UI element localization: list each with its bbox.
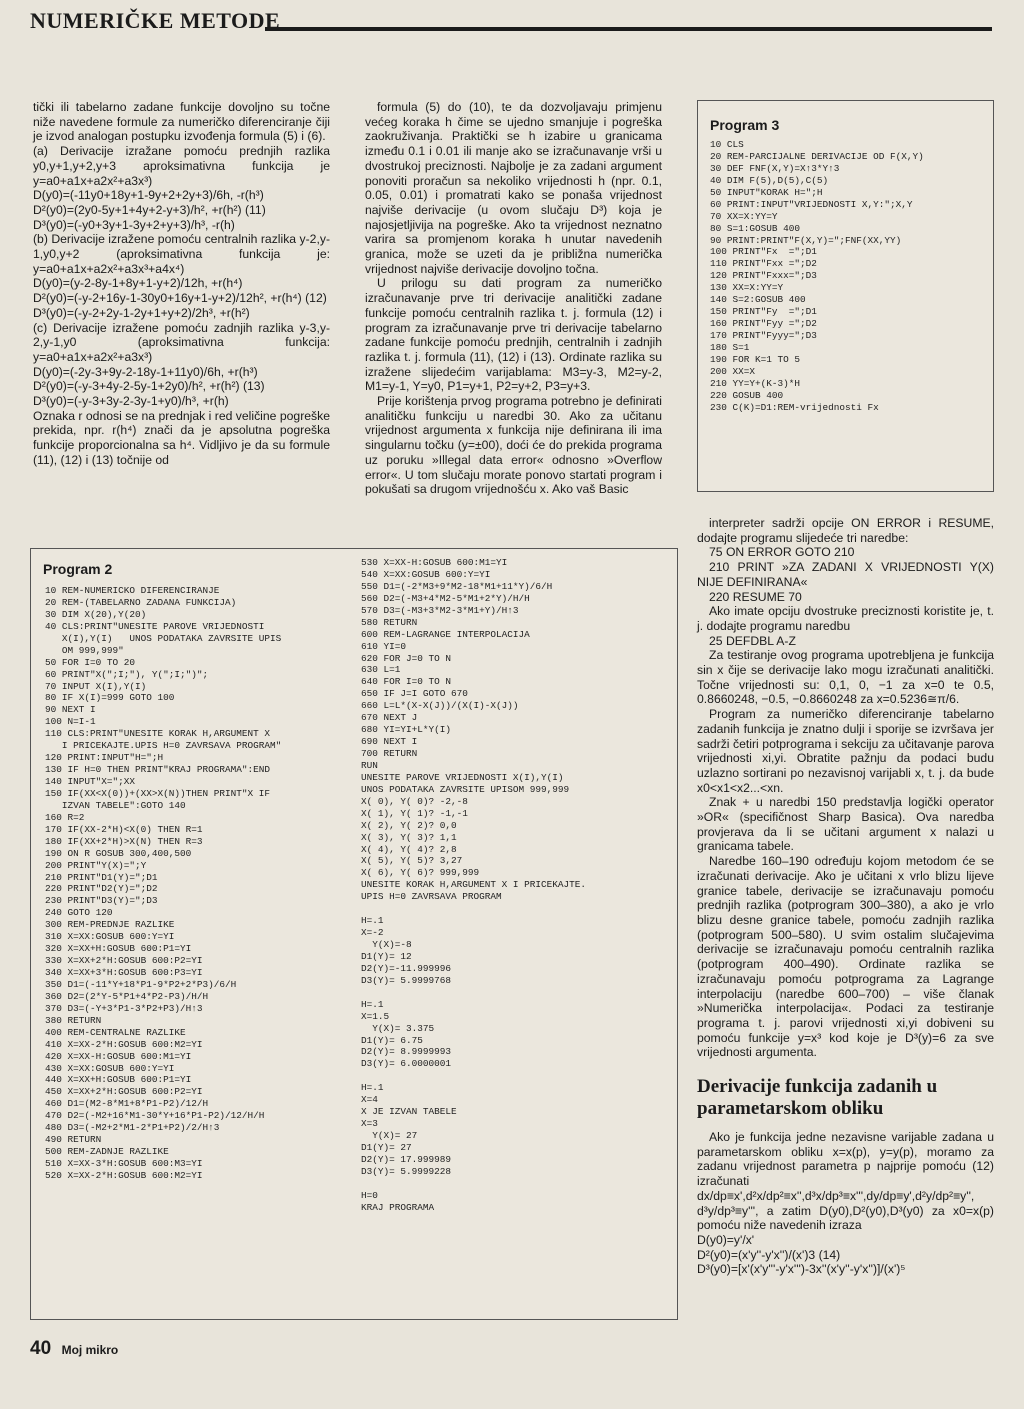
code-line: 350 D1=(-11*Y+18*P1-9*P2+2*P3)/6/H: [45, 978, 237, 990]
code-line: 220 PRINT"D2(Y)=";D2: [45, 883, 158, 895]
code-line: UNESITE PAROVE VRIJEDNOSTI X(I),Y(I): [361, 771, 564, 783]
code-line: 190 ON R GOSUB 300,400,500: [45, 847, 192, 859]
code-line: 510 X=XX-3*H:GOSUB 600:M3=YI: [45, 1158, 203, 1169]
paragraph: 210 PRINT »ZA ZADANI X VRIJEDNOSTI Y(X) NIJE DEFINIRANA«: [697, 560, 994, 589]
code-line: 550 D1=(-2*M3+9*M2-18*M1+11*Y)/6/H: [361, 580, 553, 592]
code-line: OM 999,999": [45, 644, 124, 656]
code-line: 380 RETURN: [45, 1014, 102, 1026]
code-line: 120 PRINT:INPUT"H=";H: [45, 752, 164, 764]
code-line: [361, 1070, 671, 1082]
paragraph: 25 DEFDBL A-Z: [709, 633, 796, 648]
code-line: Y(X)= 27: [361, 1130, 418, 1141]
paragraph: (b) Derivacije izražene pomoću centralnih razlika y-2,y-1,y0,y+2 (aproksimativna funkcija je: y=a0+a1x+a2x²+a3x³+a4x⁴): [33, 232, 330, 276]
paragraph: formula (5) do (10), te da dozvoljavaju primjenu većeg koraka h čime se ujedno smanjuje i pogreška zaokruživanja. Praktički se h izabire u granicama između 0.1 i 0.01 ili manje ako se izračunavanje vrši u dvostrukoj preciznosti. Najbolje je za zadani argument ponoviti proračun sa nekoliko vrijednosti h (npr. 0.1, 0.05, 0.01) i promatrati kako se ponaša vrijednost najviše derivacije (u ovom slučaju D³) koja je najosjetljivija na pogreške. Ako ta vrijednost neznatno varira sa promjenom koraka h unutar navedenih granica, može se uzeti da je približna numerička vrijednost najviše derivacije dovoljno točna.: [365, 100, 662, 276]
code-line: X JE IZVAN TABELE: [361, 1106, 457, 1118]
program-2-listing-right: [361, 557, 671, 1214]
code-line: 60 PRINT"X(";I;"), Y(";I;")";: [45, 668, 209, 680]
paragraph: D³(y0)=(-y-3+3y-2-3y-1+y0)/h³, +r(h): [33, 394, 229, 409]
paragraph: Ako imate opciju dvostruke preciznosti koristite je, t. j. dodajte programu naredbu: [697, 604, 994, 633]
code-line: 230 PRINT"D3(Y)=";D3: [45, 895, 158, 907]
paragraph: D(y0)=(-11y0+18y+1-9y+2+2y+3)/6h, -r(h³): [33, 188, 264, 203]
code-line: 600 REM-LAGRANGE INTERPOLACIJA: [361, 628, 530, 640]
code-line: 150 IF(XX<X(0))+(XX>X(N))THEN PRINT"X IF: [45, 787, 271, 799]
column-1-text: [33, 100, 330, 468]
program-2-listing-left: [45, 585, 345, 1182]
code-line: D3(Y)= 6.0000001: [361, 1058, 452, 1070]
code-line: 50 INPUT"KORAK H=";H: [710, 186, 823, 198]
code-line: 490 RETURN: [45, 1134, 102, 1146]
code-line: 170 IF(XX-2*H)<X(0) THEN R=1: [45, 823, 203, 835]
magazine-name: Moj mikro: [61, 1343, 119, 1357]
code-line: D1(Y)= 6.75: [361, 1034, 423, 1046]
code-line: 210 PRINT"D1(Y)=";D1: [45, 871, 158, 883]
code-line: 310 X=XX:GOSUB 600:Y=YI: [45, 931, 175, 943]
code-line: 90 NEXT I: [45, 704, 96, 716]
paragraph: tički ili tabelarno zadane funkcije dovoljno su točne niže navedene formule za numeričko diferenciranje čiji je izvod analogan postupku izvođenja formula (5) i (6).: [33, 100, 330, 144]
code-line: 190 FOR K=1 TO 5: [710, 353, 801, 365]
paragraph: D³(y0)=(-y0+3y+1-3y+2+y+3)/h³, -r(h): [33, 217, 235, 232]
paragraph: Za testiranje ovog programa upotrebljena je funkcija sin x čije se derivacije lako mogu izračunati analitički. Točne vrijednosti su: 0,1, 0, −1 za x=0 te 0.5, 0.8660248, −0.5, −0.8660248 za x=0.5236≅π/6.: [697, 648, 994, 707]
column-3-text: [697, 516, 994, 1277]
code-line: X( 6), Y( 6)? 999,999: [361, 867, 480, 879]
code-line: 580 RETURN: [361, 616, 418, 628]
code-line: 120 PRINT"Fxxx=";D3: [710, 270, 817, 282]
code-line: X( 1), Y( 1)? -1,-1: [361, 807, 468, 819]
page-number: 40: [30, 1338, 52, 1359]
code-line: 630 L=1: [361, 664, 401, 676]
paragraph: U prilogu su dati program za numeričko izračunavanje prve tri derivacije analitički zadane funkcije pomoću centralnih razlika t. j. formula (12) i program za izračunavanje prve tri derivacije tabelarno zadane funkcije pomoću prednjih, centralnih i zadnjih razlika t. j. formula (11), (12) i (13). Ordinate razlika su izražene slijedećim varijablama: M3=y-3, M2=y-2, M1=y-1, Y=y0, P1=y+1, P2=y+2, P3=y+3.: [365, 276, 662, 394]
paragraph: D²(y0)=(-y-3+4y-2-5y-1+2y0)/h², +r(h²) (13): [33, 379, 265, 394]
paragraph: D²(y0)=(-y-2+16y-1-30y0+16y+1-y+2)/12h², +r(h⁴) (12): [33, 291, 327, 306]
code-line: X=3: [361, 1118, 378, 1130]
code-line: 690 NEXT I: [361, 736, 418, 748]
code-line: 100 N=I-1: [45, 716, 96, 728]
code-line: 460 D1=(M2-8*M1+8*P1-P2)/12/H: [45, 1098, 209, 1110]
code-line: 430 X=XX:GOSUB 600:Y=YI: [45, 1062, 175, 1074]
code-line: 330 X=XX+2*H:GOSUB 600:P2=YI: [45, 955, 203, 967]
code-line: 90 PRINT:PRINT"F(X,Y)=";FNF(XX,YY): [710, 234, 902, 246]
code-line: 40 CLS:PRINT"UNESITE PAROVE VRIJEDNOSTI: [45, 620, 265, 632]
code-line: 360 D2=(2*Y-5*P1+4*P2-P3)/H/H: [45, 990, 209, 1002]
code-line: 80 S=1:GOSUB 400: [710, 222, 801, 234]
code-line: UPIS H=0 ZAVRSAVA PROGRAM: [361, 891, 502, 903]
paragraph: Naredbe 160–190 određuju kojom metodom će se izračunati derivacije. Ako je učitani x vrlo blizu lijeve granice tabele, derivacije se izračunavaju pomoću prednjih razlika (potprogram 300–380), a ako je vrlo blizu desne granice tabele, pomoću zadnjih razlika (potprogram 500–580). U svim ostalim slučajevima derivacije se izračunavaju pomoću centralnih razlika (potprogram 400–490). Ordinate razlika se izračunavaju pomoću potprograma za Lagrange interpolaciju (naredbe 600–700) – više članak »Numerička interpolacija«. Podaci za testiranje programa t. j. parovi vrijednosti xi,yi dobiveni su pomoću funkcije y=x³ kod koje je D³(y)=6 za sve vrijednosti argumenta.: [697, 854, 994, 1060]
code-line: 180 IF(XX+2*H)>X(N) THEN R=3: [45, 835, 203, 847]
column-2-text: [365, 100, 662, 497]
code-line: 70 XX=X:YY=Y: [710, 210, 778, 222]
code-line: 320 X=XX+H:GOSUB 600:P1=YI: [45, 943, 192, 955]
code-line: 200 XX=X: [710, 365, 756, 377]
code-line: 300 REM-PREDNJE RAZLIKE: [45, 919, 175, 931]
code-line: 140 INPUT"X=";XX: [45, 776, 136, 787]
code-line: H=.1: [361, 1082, 384, 1094]
code-line: 450 X=XX+2*H:GOSUB 600:P2=YI: [45, 1086, 203, 1098]
program-3-listing: [710, 139, 993, 414]
page-footer: [30, 1338, 118, 1360]
code-line: 680 YI=YI+L*Y(I): [361, 724, 452, 736]
code-line: X( 3), Y( 3)? 1,1: [361, 831, 457, 843]
code-line: 640 FOR I=0 TO N: [361, 676, 452, 688]
paragraph: Oznaka r odnosi se na prednjak i red veličine pogreške prekida, npr. r(h⁴) znači da je apsolutna pogreška funkcije proporcionalna sa h⁴. Vidljivo je da su formule (11), (12) i (13) točnije od: [33, 408, 330, 467]
code-line: 30 DEF FNF(X,Y)=X↑3*Y↑3: [710, 162, 840, 174]
code-line: 530 X=XX-H:GOSUB 600:M1=YI: [361, 557, 508, 568]
paragraph: 220 RESUME 70: [709, 589, 802, 604]
code-line: D2(Y)= 8.9999993: [361, 1046, 452, 1058]
code-line: I PRICEKAJTE.UPIS H=0 ZAVRSAVA PROGRAM": [45, 740, 282, 752]
code-line: KRAJ PROGRAMA: [361, 1201, 435, 1213]
code-line: 140 S=2:GOSUB 400: [710, 294, 806, 306]
code-line: 700 RETURN: [361, 748, 418, 759]
code-line: 400 REM-CENTRALNE RAZLIKE: [45, 1026, 186, 1038]
code-line: UNOS PODATAKA ZAVRSITE UPISOM 999,999: [361, 783, 570, 795]
code-line: X( 4), Y( 4)? 2,8: [361, 843, 457, 855]
code-line: H=.1: [361, 998, 384, 1010]
code-line: 480 D3=(-M2+2*M1-2*P1+P2)/2/H↑3: [45, 1122, 220, 1134]
code-line: [361, 987, 671, 999]
paragraph: D(y0)=(-2y-3+9y-2-18y-1+11y0)/6h, +r(h³): [33, 364, 258, 379]
code-line: 60 PRINT:INPUT"VRIJEDNOSTI X,Y:";X,Y: [710, 198, 913, 210]
code-line: H=0: [361, 1189, 378, 1201]
code-line: IZVAN TABELE":GOTO 140: [45, 799, 186, 811]
code-line: X=4: [361, 1094, 378, 1106]
code-line: 670 NEXT J: [361, 712, 418, 724]
code-line: X( 5), Y( 5)? 3,27: [361, 855, 463, 867]
program-3-title: Program 3: [710, 117, 780, 133]
code-line: 50 FOR I=0 TO 20: [45, 656, 136, 668]
code-line: D1(Y)= 27: [361, 1141, 412, 1153]
code-line: 610 YI=0: [361, 640, 407, 652]
code-line: X( 2), Y( 2)? 0,0: [361, 819, 457, 831]
paragraph: D²(y0)=(2y0-5y+1+4y+2-y+3)/h², +r(h²) (11): [33, 202, 266, 217]
code-line: 340 X=XX+3*H:GOSUB 600:P3=YI: [45, 967, 203, 978]
program-2-title: Program 2: [43, 561, 113, 577]
code-line: 520 X=XX-2*H:GOSUB 600:M2=YI: [45, 1169, 203, 1181]
section-title: NUMERIČKE METODE: [30, 8, 281, 33]
code-line: X( 0), Y( 0)? -2,-8: [361, 795, 468, 807]
paragraph: 75 ON ERROR GOTO 210: [709, 545, 855, 560]
header-rule: [265, 27, 992, 31]
code-line: 10 REM-NUMERICKO DIFERENCIRANJE: [45, 585, 220, 596]
code-line: Y(X)=-8: [361, 939, 412, 950]
code-line: 160 PRINT"Fyy =";D2: [710, 318, 817, 330]
code-line: [361, 903, 671, 915]
paragraph: Program za numeričko diferenciranje tabelarno zadanih funkcija je znatno dulji i sporije se izvršava jer sadrži četiri potprograma i sekciju za učitavanje parova vrijednosti xi,yi. Obratite pažnju da podaci budu uzlazno sortirani po nezavisnoj varijabli x, t. j. da bude x0<x1<x2...<xn.: [697, 707, 994, 795]
code-line: X=-2: [361, 927, 384, 939]
code-line: 160 R=2: [45, 811, 85, 823]
code-line: 240 GOTO 120: [45, 907, 113, 919]
code-line: D3(Y)= 5.9999768: [361, 974, 452, 986]
code-line: 130 IF H=0 THEN PRINT"KRAJ PROGRAMA":END: [45, 764, 271, 776]
code-line: 110 CLS:PRINT"UNESITE KORAK H,ARGUMENT X: [45, 728, 271, 740]
paragraph: D²(y0)=(x'y''-y'x'')/(x')3 (14): [697, 1247, 841, 1262]
code-line: 220 GOSUB 400: [710, 389, 784, 401]
paragraph: Prije korištenja prvog programa potrebno je definirati analitičku funkciju u naredbi 30. Ako za učitanu vrijednost argumenta x funkcija nije definirana ili ima singularnu točku (y=±00), doći će do prekida programa uz poruku »Illegal data error« odnosno »Overflow error«. U tom slučaju morate ponovo startati program i pokušati sa drugom vrijednošću x. Ako vaš Basic: [365, 394, 662, 497]
code-line: 170 PRINT"Fyyy=";D3: [710, 330, 817, 341]
code-line: 650 IF J=I GOTO 670: [361, 688, 468, 700]
code-line: 180 S=1: [710, 341, 750, 353]
code-line: 20 REM-(TABELARNO ZADANA FUNKCIJA): [45, 596, 237, 608]
code-line: 130 XX=X:YY=Y: [710, 282, 784, 294]
code-line: 420 X=XX-H:GOSUB 600:M1=YI: [45, 1050, 192, 1062]
paragraph: Ako je funkcija jedne nezavisne varijable zadana u parametarskom obliku x=x(p), y=y(p), moramo za zadanu vrijednost parametra p najprije pomoću (12) izračunati dx/dp≡x',d²x/dp²≡x'',d³x/dp³≡x''',dy/dp≡y',d²y/dp²≡y'', d³y/dp³≡y''', a zatim D(y0),D²(y0),D³(y0) za x0=x(p) pomoću niže navedenih izraza: [697, 1130, 994, 1233]
page-header: [30, 8, 992, 34]
code-line: 200 PRINT"Y(X)=";Y: [45, 859, 147, 871]
paragraph: (c) Derivacije izražene pomoću zadnjih razlika y-3,y-2,y-1,y0 (aproksimativna funkcija: y=a0+a1x+a2x²+a3x³): [33, 320, 330, 364]
code-line: X(I),Y(I) UNOS PODATAKA ZAVRSITE UPIS: [45, 632, 282, 644]
code-line: 660 L=L*(X-X(J))/(X(I)-X(J)): [361, 700, 519, 712]
paragraph: (a) Derivacije izražane pomoću prednjih razlika y0,y+1,y+2,y+3 aproksimativna funkcija je y=a0+a1x+a2x²+a3x³): [33, 144, 330, 188]
code-line: D3(Y)= 5.9999228: [361, 1165, 452, 1177]
code-line: 40 DIM F(5),D(5),C(5): [710, 174, 829, 186]
code-line: 110 PRINT"Fxx =";D2: [710, 258, 817, 270]
code-line: 30 DIM X(20),Y(20): [45, 608, 147, 620]
code-line: 10 CLS: [710, 139, 744, 150]
paragraph: Znak + u naredbi 150 predstavlja logički operator »OR« (specifičnost Sharp Basica). Ova naredba provjerava da li se učitani argument x nalazi u granicama tabele.: [697, 795, 994, 854]
code-line: 570 D3=(-M3+3*M2-3*M1+Y)/H↑3: [361, 604, 519, 616]
code-line: [361, 1178, 671, 1190]
code-line: 470 D2=(-M2+16*M1-30*Y+16*P1-P2)/12/H/H: [45, 1110, 265, 1122]
code-line: 210 YY=Y+(K-3)*H: [710, 377, 801, 389]
code-line: Y(X)= 3.375: [361, 1022, 435, 1034]
program-2-box: [30, 548, 678, 1320]
paragraph: D³(y0)=[x'(x'y'''-y'x''')-3x''(x'y''-y'x'')]/(x')⁵: [697, 1262, 906, 1277]
code-line: RUN: [361, 759, 378, 771]
code-line: 70 INPUT X(I),Y(I): [45, 680, 147, 692]
code-line: 230 C(K)=D1:REM-vrijednosti Fx: [710, 401, 879, 413]
code-line: 100 PRINT"Fx =";D1: [710, 246, 817, 258]
code-line: 410 X=XX-2*H:GOSUB 600:M2=YI: [45, 1038, 203, 1050]
paragraph: D(y0)=(y-2-8y-1+8y+1-y+2)/12h, +r(h⁴): [33, 276, 243, 291]
code-line: 560 D2=(-M3+4*M2-5*M1+2*Y)/H/H: [361, 592, 530, 604]
code-line: 500 REM-ZADNJE RAZLIKE: [45, 1146, 169, 1158]
code-line: 80 IF X(I)=999 GOTO 100: [45, 692, 175, 704]
code-line: 150 PRINT"Fy =";D1: [710, 306, 817, 318]
code-line: UNESITE KORAK H,ARGUMENT X I PRICEKAJTE.: [361, 879, 587, 891]
code-line: 20 REM-PARCIJALNE DERIVACIJE OD F(X,Y): [710, 150, 924, 162]
code-line: H=.1: [361, 915, 384, 927]
code-line: 620 FOR J=0 TO N: [361, 652, 452, 664]
subsection-heading: Derivacije funkcija zadanih u parametarskom obliku: [697, 1076, 938, 1120]
code-line: 540 X=XX:GOSUB 600:Y=YI: [361, 568, 491, 580]
code-line: D2(Y)=-11.999996: [361, 962, 452, 974]
code-line: D1(Y)= 12: [361, 950, 412, 962]
program-3-box: [697, 100, 994, 492]
paragraph: D³(y0)=(-y-2+2y-1-2y+1+y+2)/2h³, +r(h²): [33, 305, 250, 320]
paragraph: interpreter sadrži opcije ON ERROR i RESUME, dodajte programu slijedeće tri naredbe:: [697, 516, 994, 545]
code-line: 370 D3=(-Y+3*P1-3*P2+P3)/H↑3: [45, 1002, 203, 1014]
code-line: D2(Y)= 17.999989: [361, 1153, 452, 1165]
paragraph: D(y0)=y'/x': [697, 1232, 755, 1247]
code-line: X=1.5: [361, 1010, 390, 1022]
code-line: 440 X=XX+H:GOSUB 600:P1=YI: [45, 1074, 192, 1086]
